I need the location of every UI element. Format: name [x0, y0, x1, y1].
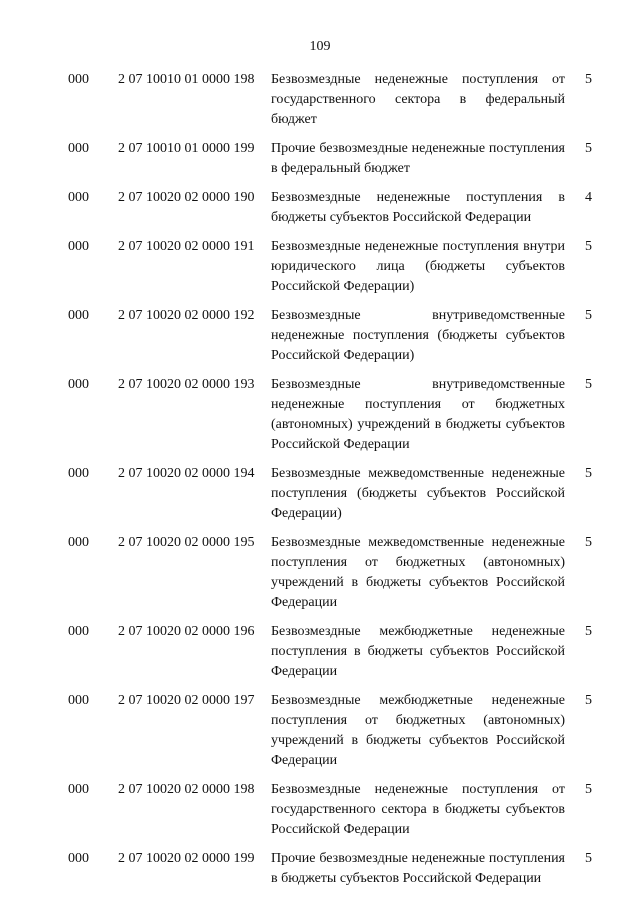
- admin-code: 000: [68, 377, 89, 392]
- table-row: [0, 237, 640, 297]
- table-row: [0, 375, 640, 455]
- classification-code: 2 07 10020 02 0000 192: [118, 308, 255, 323]
- row-description: Безвозмездные межбюджетные неденежные поступления от бюджетных (автономных) учреждений в бюджеты субъектов Российской Федерации: [271, 693, 565, 768]
- row-mark: 4: [585, 190, 592, 205]
- row-description: Безвозмездные неденежные поступления от государственного сектора в федеральный бюджет: [271, 72, 565, 127]
- row-description: Прочие безвозмездные неденежные поступления в федеральный бюджет: [271, 141, 565, 176]
- admin-code: 000: [68, 693, 89, 708]
- classification-code: 2 07 10020 02 0000 195: [118, 535, 255, 550]
- classification-table: [0, 70, 640, 898]
- row-mark: 5: [585, 308, 592, 323]
- classification-code: 2 07 10010 01 0000 199: [118, 141, 255, 156]
- row-mark: 5: [585, 693, 592, 708]
- row-mark: 5: [585, 466, 592, 481]
- classification-code: 2 07 10020 02 0000 191: [118, 239, 255, 254]
- table-row: [0, 849, 640, 889]
- row-description: Безвозмездные внутриведомственные неденежные поступления (бюджеты субъектов Российской Федерации): [271, 308, 565, 363]
- admin-code: 000: [68, 782, 89, 797]
- row-description: Безвозмездные межведомственные неденежные поступления от бюджетных (автономных) учреждений в бюджеты субъектов Российской Федерации: [271, 535, 565, 610]
- row-mark: 5: [585, 851, 592, 866]
- table-row: [0, 464, 640, 524]
- row-mark: 5: [585, 72, 592, 87]
- row-mark: 5: [585, 624, 592, 639]
- row-mark: 5: [585, 141, 592, 156]
- row-mark: 5: [585, 535, 592, 550]
- row-description: Безвозмездные внутриведомственные неденежные поступления от бюджетных (автономных) учреждений в бюджеты субъектов Российской Федерации: [271, 377, 565, 452]
- table-row: [0, 306, 640, 366]
- classification-code: 2 07 10020 02 0000 194: [118, 466, 255, 481]
- classification-code: 2 07 10020 02 0000 190: [118, 190, 255, 205]
- row-description: Безвозмездные неденежные поступления внутри юридического лица (бюджеты субъектов Российской Федерации): [271, 239, 565, 294]
- row-description: Безвозмездные неденежные поступления в бюджеты субъектов Российской Федерации: [271, 190, 565, 225]
- row-description: Безвозмездные неденежные поступления от государственного сектора в бюджеты субъектов Российской Федерации: [271, 782, 565, 837]
- row-mark: 5: [585, 239, 592, 254]
- admin-code: 000: [68, 308, 89, 323]
- table-row: [0, 139, 640, 179]
- classification-code: 2 07 10010 01 0000 198: [118, 72, 255, 87]
- admin-code: 000: [68, 141, 89, 156]
- classification-code: 2 07 10020 02 0000 193: [118, 377, 255, 392]
- admin-code: 000: [68, 190, 89, 205]
- classification-code: 2 07 10020 02 0000 196: [118, 624, 255, 639]
- row-description: Безвозмездные межбюджетные неденежные поступления в бюджеты субъектов Российской Федерации: [271, 624, 565, 679]
- table-row: [0, 622, 640, 682]
- row-description: Прочие безвозмездные неденежные поступления в бюджеты субъектов Российской Федерации: [271, 851, 565, 886]
- classification-code: 2 07 10020 02 0000 198: [118, 782, 255, 797]
- row-mark: 5: [585, 782, 592, 797]
- page-number: 109: [309, 39, 331, 54]
- table-row: [0, 780, 640, 840]
- admin-code: 000: [68, 239, 89, 254]
- row-description: Безвозмездные межведомственные неденежные поступления (бюджеты субъектов Российской Федерации): [271, 466, 565, 521]
- admin-code: 000: [68, 535, 89, 550]
- classification-code: 2 07 10020 02 0000 199: [118, 851, 255, 866]
- row-mark: 5: [585, 377, 592, 392]
- admin-code: 000: [68, 624, 89, 639]
- table-row: [0, 533, 640, 613]
- table-row: [0, 691, 640, 771]
- classification-code: 2 07 10020 02 0000 197: [118, 693, 255, 708]
- table-row: [0, 70, 640, 130]
- admin-code: 000: [68, 851, 89, 866]
- table-row: [0, 188, 640, 228]
- admin-code: 000: [68, 466, 89, 481]
- admin-code: 000: [68, 72, 89, 87]
